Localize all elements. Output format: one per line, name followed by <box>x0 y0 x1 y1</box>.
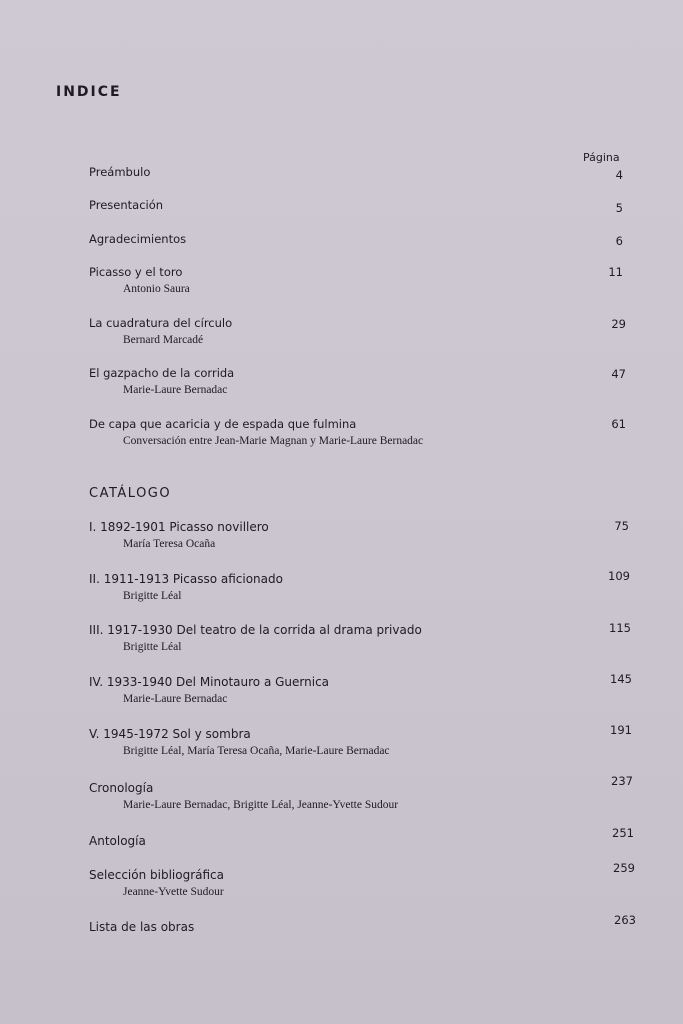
toc-entry <box>89 232 649 246</box>
toc-entry-page: 145 <box>610 672 632 686</box>
toc-entry <box>89 723 649 758</box>
toc-entry-author: Brigitte Léal <box>123 590 182 602</box>
toc-entry-title: Cronología <box>89 781 154 795</box>
toc-entry <box>89 366 649 397</box>
toc-entry-page: 191 <box>610 723 632 737</box>
toc-entry-title: Preámbulo <box>89 165 151 179</box>
toc-entry-title: II. 1911-1913 Picasso aficionado <box>89 572 283 586</box>
toc-entry <box>89 265 649 296</box>
toc-entry-page: 75 <box>614 519 629 533</box>
toc-entry-title: III. 1917-1930 Del teatro de la corrida al drama privado <box>89 623 422 637</box>
toc-entry-author: Marie-Laure Bernadac <box>123 384 228 396</box>
toc-entry <box>89 826 649 848</box>
toc-entry <box>89 623 649 654</box>
toc-entry <box>89 417 649 448</box>
toc-entry-page: 29 <box>611 317 626 331</box>
toc-entry-title: Agradecimientos <box>89 232 187 246</box>
toc-entry-title: I. 1892-1901 Picasso novillero <box>89 520 269 534</box>
toc-entry-page: 109 <box>608 569 630 583</box>
toc-entry <box>89 520 649 551</box>
toc-entry-page: 259 <box>613 861 635 875</box>
toc-entry <box>89 672 649 706</box>
toc-entry-page: 263 <box>614 913 636 927</box>
page-column-label: Página <box>583 151 620 164</box>
toc-entry-author: Jeanne-Yvette Sudour <box>123 886 224 898</box>
toc-entry-title: Picasso y el toro <box>89 265 183 279</box>
toc-entry-page: 11 <box>608 265 623 279</box>
catalog-heading: CATÁLOGO <box>89 486 172 501</box>
toc-entry-author: Bernard Marcadé <box>123 334 204 346</box>
toc-entry-title: El gazpacho de la corrida <box>89 366 235 380</box>
toc-entry-page: 4 <box>615 168 623 182</box>
toc-entry <box>89 316 649 347</box>
toc-entry-author: Antonio Saura <box>123 283 190 295</box>
toc-entry <box>89 165 649 182</box>
toc-entry-page: 5 <box>615 201 623 215</box>
toc-entry-title: IV. 1933-1940 Del Minotauro a Guernica <box>89 675 330 689</box>
toc-entry-title: Antología <box>89 834 146 848</box>
toc-entry-title: Presentación <box>89 198 164 212</box>
toc-entry <box>89 569 649 603</box>
toc-entry-author: Conversación entre Jean-Marie Magnan y Marie-Laure Bernadac <box>123 435 424 447</box>
page-title: INDICE <box>56 84 122 100</box>
toc-entry <box>89 913 649 934</box>
toc-entry-title: Selección bibliográfica <box>89 868 224 882</box>
toc-entry-author: Marie-Laure Bernadac, Brigitte Léal, Jeanne-Yvette Sudour <box>123 799 399 811</box>
toc-entry-page: 6 <box>615 234 623 248</box>
toc-entry <box>89 861 649 899</box>
toc-entry-author: Marie-Laure Bernadac <box>123 693 228 705</box>
toc-entry-author: Brigitte Léal <box>123 641 182 653</box>
toc-entry-page: 61 <box>611 417 626 431</box>
toc-entry-title: De capa que acaricia y de espada que fulmina <box>89 417 357 431</box>
toc-entry-author: María Teresa Ocaña <box>123 538 216 550</box>
toc-entry-page: 251 <box>612 826 634 840</box>
toc-entry-page: 47 <box>611 367 626 381</box>
toc-entry-title: Lista de las obras <box>89 920 195 934</box>
toc-entry <box>89 198 649 215</box>
toc-entry-title: La cuadratura del círculo <box>89 316 233 330</box>
toc-entry-author: Brigitte Léal, María Teresa Ocaña, Marie-Laure Bernadac <box>123 745 390 757</box>
toc-entry-page: 237 <box>611 774 633 788</box>
toc-entry-page: 115 <box>609 621 631 635</box>
toc-entry <box>89 774 649 812</box>
toc-entry-title: V. 1945-1972 Sol y sombra <box>89 727 251 741</box>
